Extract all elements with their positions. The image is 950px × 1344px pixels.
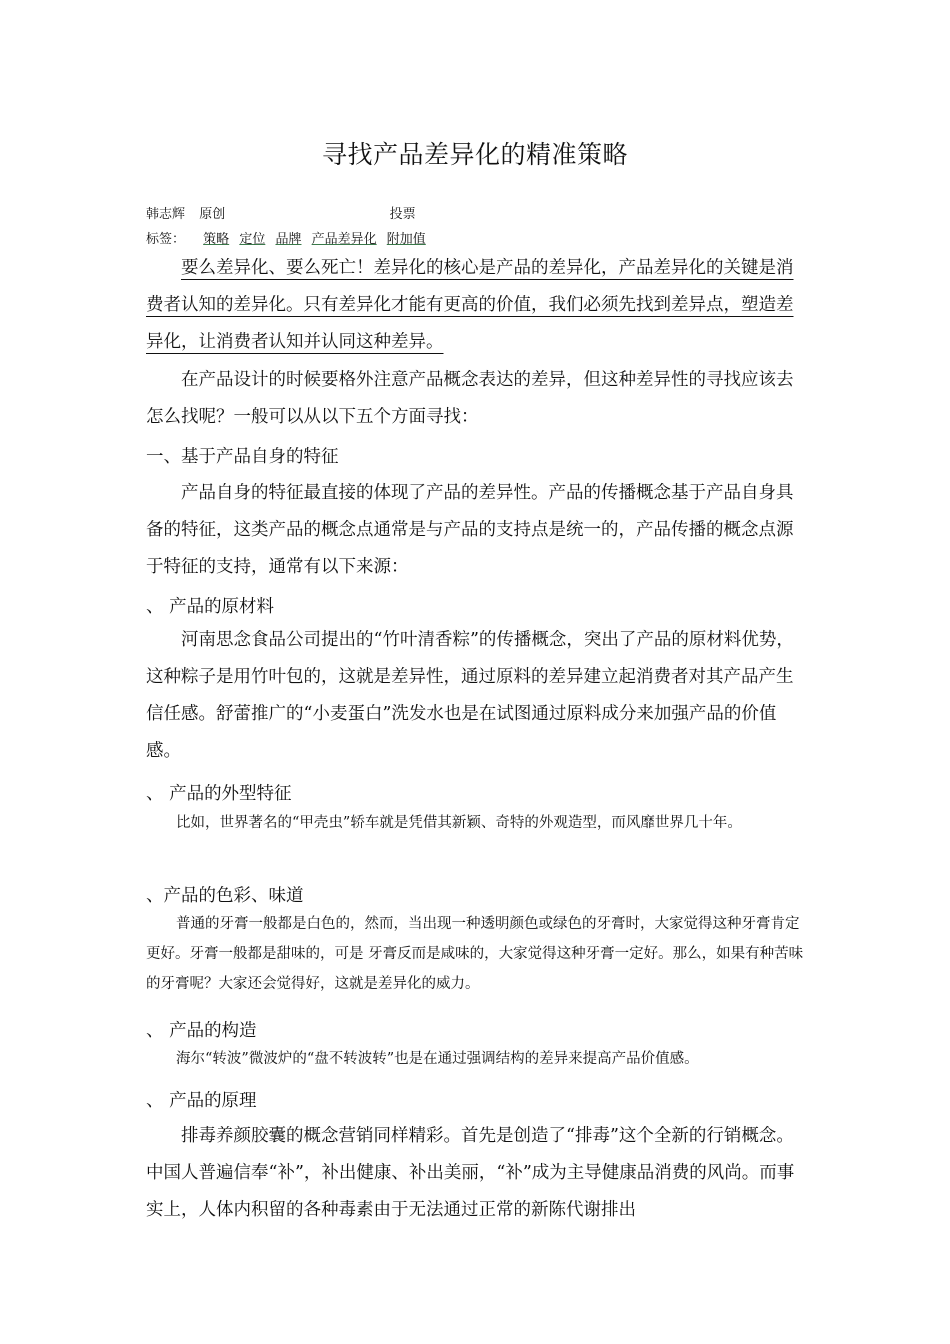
intro-paragraph: 要么差异化、要么死亡！差异化的核心是产品的差异化，产品差异化的关键是消费者认知的差异化。只有差异化才能有更高的价值，我们必须先找到差异点，塑造差异化，让消费者认知并认同这种差异。 — [146, 258, 794, 352]
author-line — [146, 207, 416, 223]
tag-link[interactable]: 产品差异化 — [311, 232, 377, 247]
section-heading: 一、基于产品自身的特征 — [146, 447, 339, 467]
tag-link[interactable]: 品牌 — [275, 232, 302, 247]
subsection-heading: 、 产品的原理 — [146, 1091, 257, 1111]
body-paragraph: 比如，世界著名的“甲壳虫”轿车就是凭借其新颖、奇特的外观造型，而风靡世界几十年。 — [176, 815, 742, 831]
tag-link[interactable]: 附加值 — [386, 232, 426, 247]
subsection-heading: 、 产品的原材料 — [146, 597, 275, 617]
subsection-heading: 、 产品的构造 — [146, 1021, 257, 1041]
tags-label: 标签： — [146, 232, 186, 247]
vote-link[interactable]: 投票 — [389, 207, 416, 222]
tag-link[interactable]: 定位 — [239, 232, 266, 247]
body-paragraph: 排毒养颜胶囊的概念营销同样精彩。首先是创造了“排毒”这个全新的行销概念。中国人普遍信奉“补”，补出健康、补出美丽，“补”成为主导健康品消费的风尚。而事实上，人体内积留的各种毒素由于无法通过正常的新陈代谢排出 — [146, 1126, 795, 1220]
body-paragraph: 普通的牙膏一般都是白色的，然而，当出现一种透明颜色或绿色的牙膏时，大家觉得这种牙膏肯定更好。牙膏一般都是甜味的，可是 牙膏反而是咸味的，大家觉得这种牙膏一定好。那么，如果有种苦味的牙膏呢？大家还会觉得好，这就是差异化的威力。 — [146, 916, 804, 992]
document-title: 寻找产品差异化的精准策略 — [321, 140, 628, 169]
subsection-heading: 、产品的色彩、味道 — [146, 886, 304, 906]
body-paragraph: 产品自身的特征最直接的体现了产品的差异性。产品的传播概念基于产品自身具备的特征，这类产品的概念点通常是与产品的支持点是统一的，产品传播的概念点源于特征的支持，通常有以下来源： — [146, 483, 794, 577]
author-name[interactable]: 韩志辉 — [146, 207, 186, 222]
body-paragraph: 在产品设计的时候要格外注意产品概念表达的差异，但这种差异性的寻找应该去怎么找呢？一般可以从以下五个方面寻找： — [146, 370, 794, 427]
tag-link[interactable]: 策略 — [203, 232, 230, 247]
origin-label: 原创 — [199, 207, 226, 222]
body-paragraph: 海尔“转波”微波炉的“盘不转波转”也是在通过强调结构的差异来提高产品价值感。 — [176, 1051, 699, 1067]
tags-line — [146, 232, 432, 248]
subsection-heading: 、 产品的外型特征 — [146, 784, 292, 804]
body-paragraph: 河南思念食品公司提出的“竹叶清香粽”的传播概念，突出了产品的原材料优势，这种粽子是用竹叶包的，这就是差异性，通过原料的差异建立起消费者对其产品产生信任感。舒蕾推广的“小麦蛋白”洗发水也是在试图通过原料成分来加强产品的价值感。 — [146, 630, 794, 761]
